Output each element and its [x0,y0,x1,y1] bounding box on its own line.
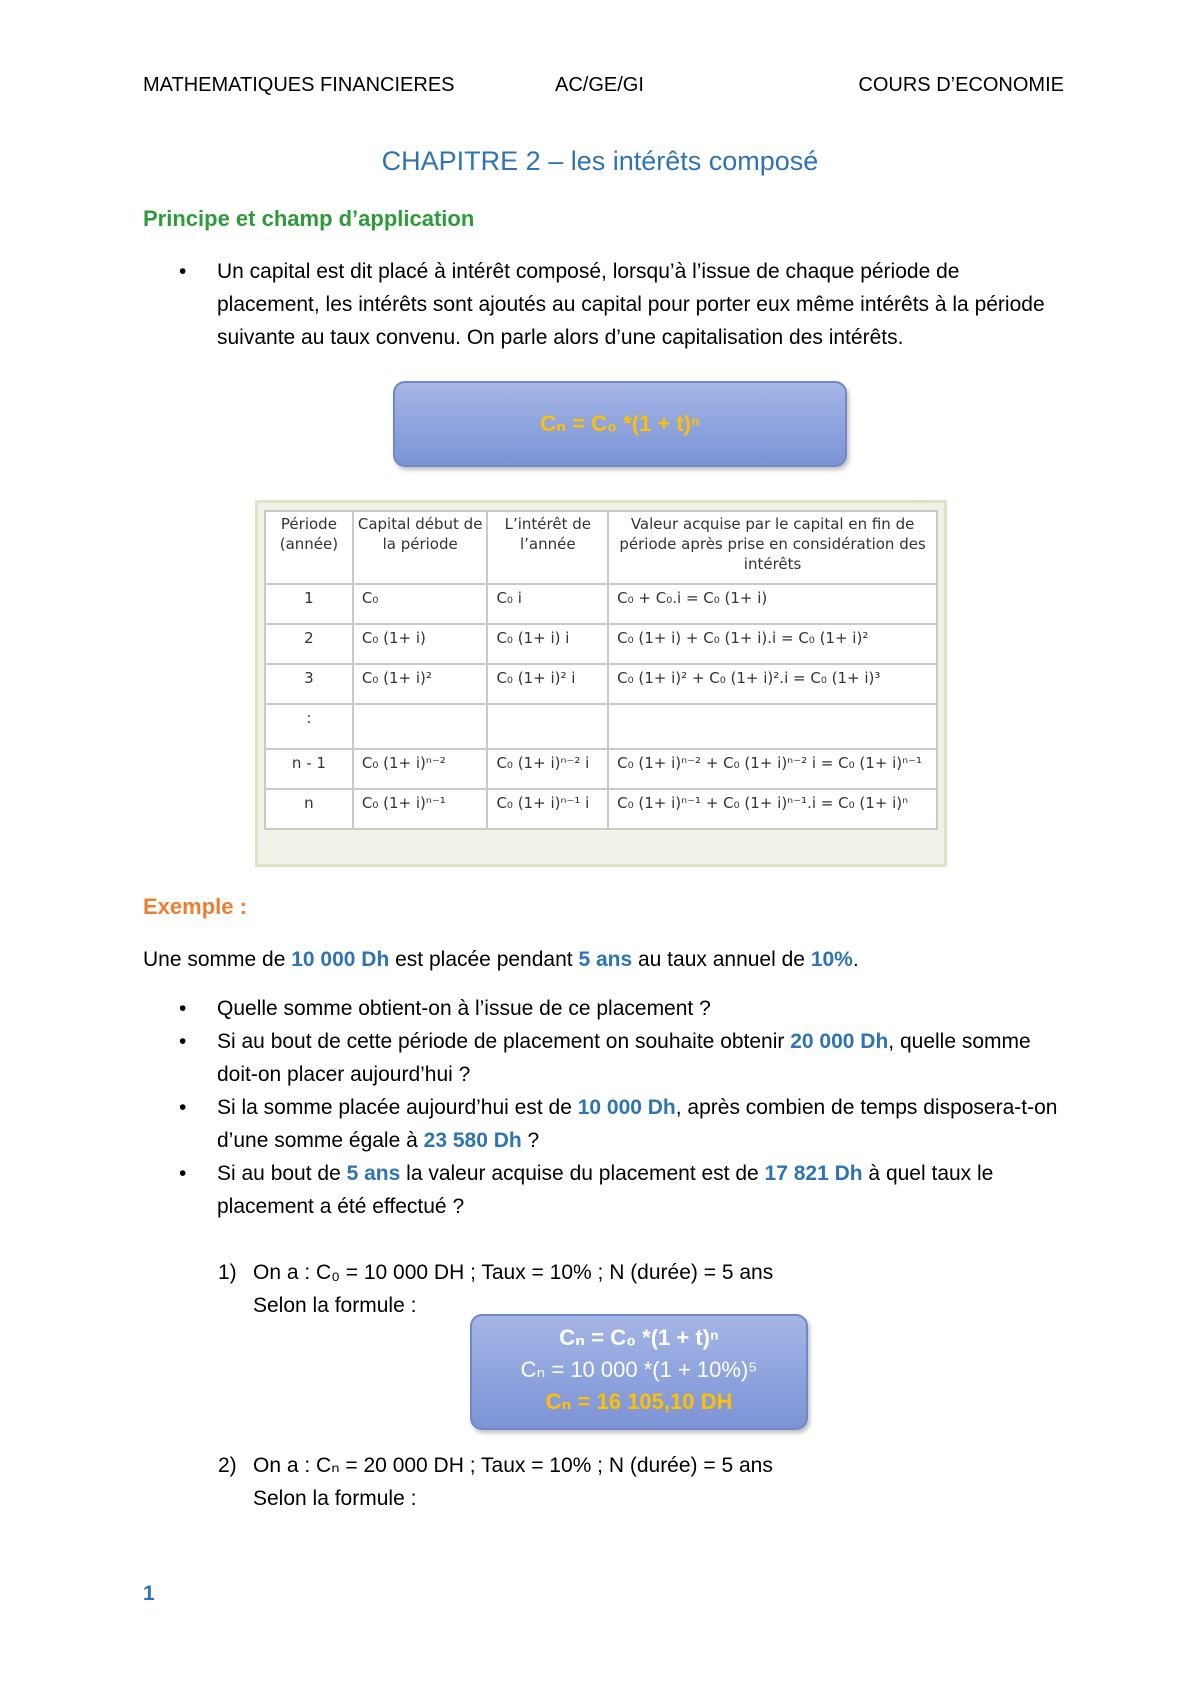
intro-duration: 5 ans [578,948,633,971]
intro-amount: 10 000 Dh [291,948,390,971]
table-cell: C₀ (1+ i)ⁿ⁻¹ i [487,789,608,829]
question-text: , quelle somme doit-on placer aujourd’hui ? [217,1030,1031,1086]
list-item [143,1091,1064,1157]
item-number: 1) [218,1261,237,1284]
intro-rate: 10% [810,948,853,971]
table-row [265,789,937,829]
intro-text: est placée pendant [389,948,579,971]
table-header-row [265,511,937,584]
intro-text: au taux annuel de [632,948,811,971]
answer-line: On a : Cₙ = 20 000 DH ; Taux = 10% ; N (durée) = 5 ans [253,1454,773,1477]
table-cell: : [265,704,353,749]
numbered-item [143,1449,1064,1515]
table-cell: C₀ i [487,584,608,624]
chapter-title: CHAPITRE 2 – les intérêts composé [381,146,819,176]
question-text: Si au bout de cette période de placement on souhaite obtenir [217,1030,791,1053]
column-header: L’intérêt de l’année [487,511,608,584]
formula-box-main [393,381,847,467]
table-cell: C₀ (1+ i)ⁿ⁻¹ [353,789,488,829]
intro-text: . [852,948,859,971]
table-cell: C₀ (1+ i)ⁿ⁻² + C₀ (1+ i)ⁿ⁻² i = C₀ (1+ i)ⁿ⁻¹ [608,749,937,789]
table-row [265,664,937,704]
table [264,510,938,830]
question-text: à quel taux le placement a été effectué ? [217,1162,994,1218]
numbered-item [143,1256,1064,1322]
list-item [143,1157,1064,1223]
questions-list [143,992,1064,1223]
column-header: Période (année) [265,511,353,584]
formula-box-answer [470,1314,808,1430]
table-cell: C₀ (1+ i)² + C₀ (1+ i)².i = C₀ (1+ i)³ [608,664,937,704]
column-header: Capital début de la période [353,511,488,584]
question-text: Quelle somme obtient-on à l’issue de ce placement ? [217,997,711,1020]
question-value: 23 580 Dh [423,1129,522,1152]
table-cell: C₀ (1+ i) + C₀ (1+ i).i = C₀ (1+ i)² [608,624,937,664]
principle-paragraph [143,255,1064,354]
table-row [265,749,937,789]
table-cell: 2 [265,624,353,664]
formula-line: Cₙ = 10 000 *(1 + 10%)⁵ [520,1357,758,1382]
table-cell: C₀ (1+ i)ⁿ⁻² [353,749,488,789]
list-item [143,992,1064,1025]
table-cell [353,704,488,749]
answer-1 [143,1256,1064,1322]
principle-text: Un capital est dit placé à intérêt composé, lorsqu’à l’issue de chaque période de placement, les intérêts sont ajoutés au capital pour porter eux même intérêts à la période suivante au taux convenu. On parle alors d’une capitalisation des intérêts. [217,260,1045,349]
header-programs: AC/GE/GI [555,74,644,96]
question-value: 20 000 Dh [790,1030,889,1053]
table-cell [487,704,608,749]
table-cell [608,704,937,749]
question-value: 17 821 Dh [764,1162,863,1185]
section-title: Principe et champ d’application [143,206,475,231]
formula-line: Cₙ = C₀ *(1 + t)ⁿ [559,1325,719,1350]
answer-line: Selon la formule : [253,1294,417,1317]
question-value: 5 ans [346,1162,401,1185]
column-header: Valeur acquise par le capital en fin de période après prise en considération des intérêts [608,511,937,584]
question-text: Si au bout de [217,1162,347,1185]
bullet-icon: • [179,997,187,1020]
question-text: , après combien de temps disposera-t-on d’une somme égale à [217,1096,1058,1152]
bullet-icon: • [179,1096,187,1119]
header-course: MATHEMATIQUES FINANCIERES [143,74,455,96]
bullet-icon: • [179,1162,187,1185]
header-subject: COURS D’ECONOMIE [858,74,1064,96]
answer-2 [143,1449,1064,1515]
example-title: Exemple : [143,894,247,919]
table-cell: C₀ (1+ i)ⁿ⁻¹ + C₀ (1+ i)ⁿ⁻¹.i = C₀ (1+ i)ⁿ [608,789,937,829]
formula-result: Cₙ = 16 105,10 DH [545,1389,733,1414]
formula-main: Cₙ = C₀ *(1 + t)ⁿ [540,411,700,436]
question-value: 10 000 Dh [577,1096,676,1119]
table-cell: C₀ (1+ i) [353,624,488,664]
question-text: ? [521,1129,540,1152]
page-number: 1 [143,1582,155,1605]
bullet-icon: • [179,260,187,283]
answer-line: On a : C₀ = 10 000 DH ; Taux = 10% ; N (durée) = 5 ans [253,1261,774,1284]
answer-line: Selon la formule : [253,1487,417,1510]
question-text: la valeur acquise du placement est de [400,1162,765,1185]
table-cell: 1 [265,584,353,624]
intro-text: Une somme de [143,948,292,971]
table-cell: 3 [265,664,353,704]
example-intro [143,943,1064,976]
table-cell: n - 1 [265,749,353,789]
item-number: 2) [218,1454,237,1477]
table-cell: C₀ (1+ i)ⁿ⁻² i [487,749,608,789]
table-row [265,584,937,624]
question-text: Si la somme placée aujourd’hui est de [217,1096,578,1119]
table-row [265,704,937,749]
table-cell: C₀ + C₀.i = C₀ (1+ i) [608,584,937,624]
table-cell: C₀ (1+ i)² [353,664,488,704]
list-item [143,1025,1064,1091]
table-cell: C₀ [353,584,488,624]
table-cell: C₀ (1+ i)² i [487,664,608,704]
table-cell: C₀ (1+ i) i [487,624,608,664]
table-cell: n [265,789,353,829]
table-row [265,624,937,664]
compound-interest-table [255,500,947,867]
bullet-icon: • [179,1030,187,1053]
list-item [143,255,1064,354]
